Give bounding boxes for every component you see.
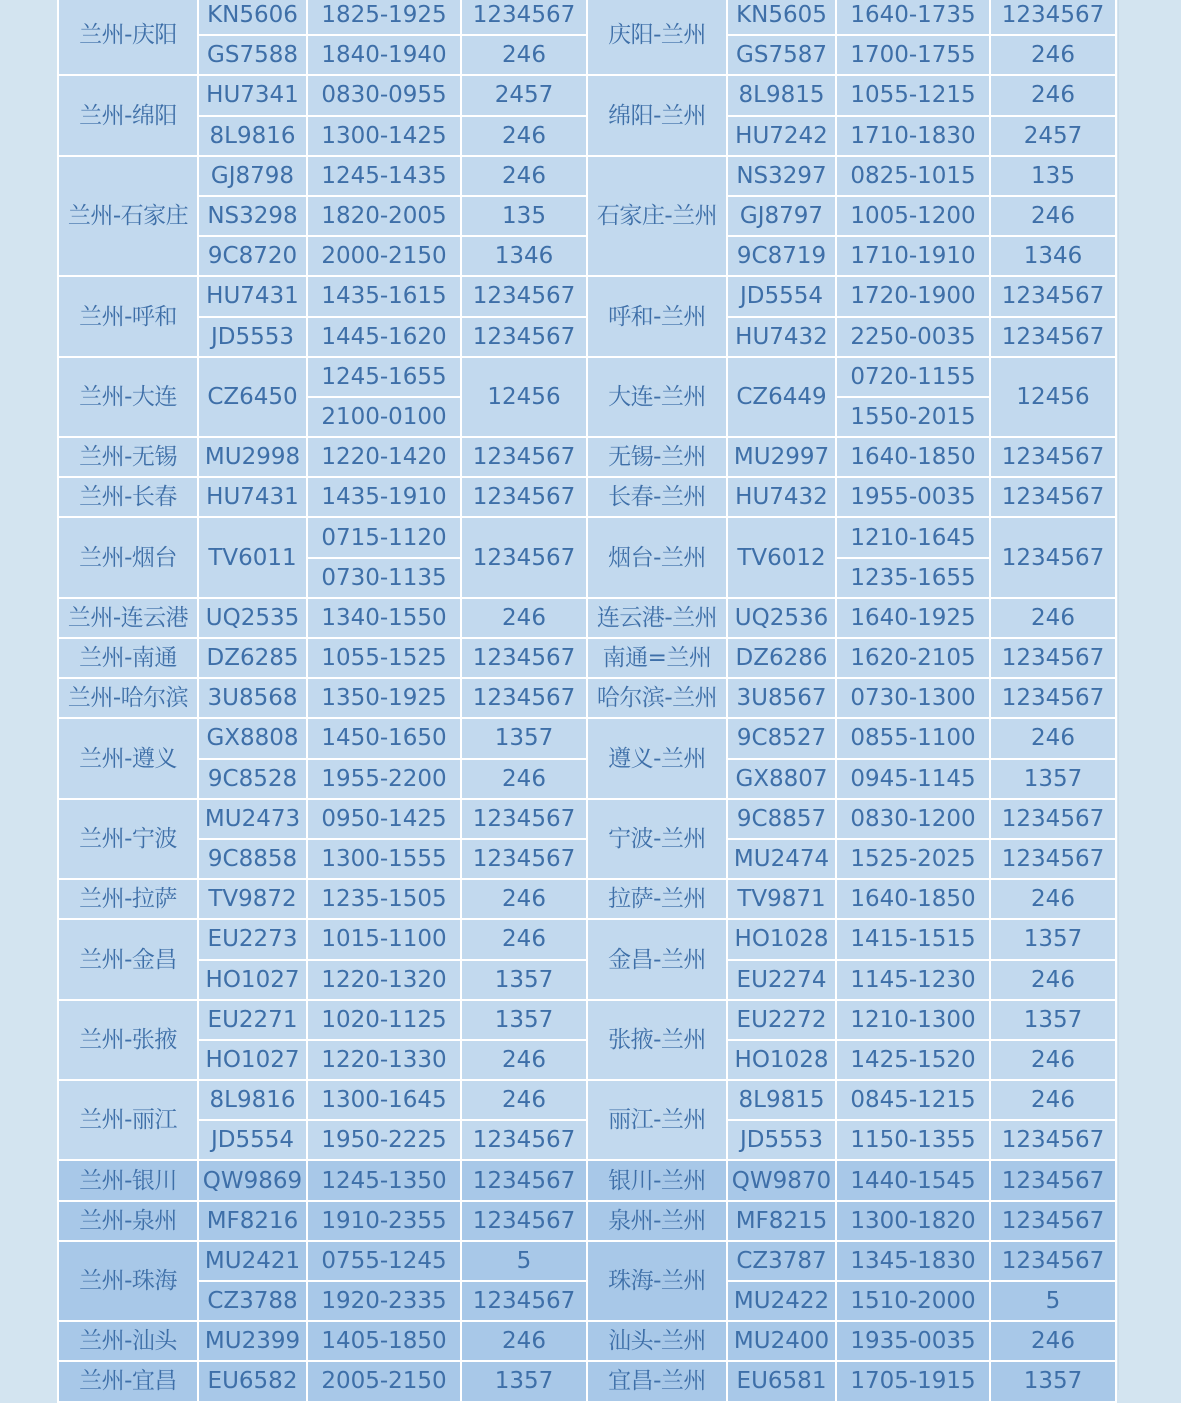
outbound-flight-no-cell: TV9872 (199, 880, 306, 918)
table-row (59, 358, 1115, 396)
return-flight-no-cell: 9C8857 (728, 800, 835, 838)
outbound-route-cell: 兰州-宜昌 (59, 1362, 197, 1400)
outbound-time-cell: 0830-0955 (308, 76, 460, 114)
return-route-cell: 张掖-兰州 (588, 1001, 726, 1079)
return-days-cell: 246 (991, 719, 1115, 757)
return-time-cell: 1720-1900 (837, 277, 989, 315)
table-row (59, 1322, 1115, 1360)
return-flight-no-cell: 3U8567 (728, 679, 835, 717)
outbound-time-cell: 1245-1350 (308, 1161, 460, 1199)
return-route-cell: 无锡-兰州 (588, 438, 726, 476)
table-row (59, 518, 1115, 556)
table-row (59, 1242, 1115, 1280)
return-route-cell: 连云港-兰州 (588, 599, 726, 637)
outbound-days-cell: 1357 (462, 1001, 586, 1039)
return-flight-no-cell: 9C8527 (728, 719, 835, 757)
return-flight-no-cell: MU2400 (728, 1322, 835, 1360)
return-time-cell: 0855-1100 (837, 719, 989, 757)
outbound-days-cell: 1357 (462, 719, 586, 757)
return-time-cell: 1150-1355 (837, 1121, 989, 1159)
return-days-cell: 1234567 (991, 1161, 1115, 1199)
return-time-cell: 0845-1215 (837, 1081, 989, 1119)
outbound-time-cell: 1220-1420 (308, 438, 460, 476)
outbound-time-cell: 1300-1555 (308, 840, 460, 878)
table-row (59, 117, 1115, 155)
table-row (59, 961, 1115, 999)
outbound-flight-no-cell: GX8808 (199, 719, 306, 757)
return-time-cell: 1640-1735 (837, 0, 989, 34)
return-days-cell: 1234567 (991, 438, 1115, 476)
outbound-route-cell: 兰州-连云港 (59, 599, 197, 637)
outbound-flight-no-cell: 9C8528 (199, 760, 306, 798)
return-days-cell: 246 (991, 1041, 1115, 1079)
outbound-days-cell: 1234567 (462, 679, 586, 717)
outbound-time-cell: 1245-1655 (308, 358, 460, 396)
outbound-flight-no-cell: JD5553 (199, 318, 306, 356)
table-row (59, 1161, 1115, 1199)
return-time-cell: 1300-1820 (837, 1202, 989, 1240)
return-route-cell: 呼和-兰州 (588, 277, 726, 355)
outbound-flight-no-cell: 3U8568 (199, 679, 306, 717)
return-time-cell: 0720-1155 (837, 358, 989, 396)
return-flight-no-cell: 8L9815 (728, 76, 835, 114)
return-time-cell: 1935-0035 (837, 1322, 989, 1360)
return-route-cell: 南通=兰州 (588, 639, 726, 677)
return-days-cell: 1234567 (991, 800, 1115, 838)
table-row (59, 197, 1115, 235)
return-days-cell: 246 (991, 599, 1115, 637)
return-flight-no-cell: HO1028 (728, 920, 835, 958)
table-row (59, 76, 1115, 114)
return-route-cell: 泉州-兰州 (588, 1202, 726, 1240)
return-days-cell: 2457 (991, 117, 1115, 155)
return-days-cell: 1234567 (991, 1242, 1115, 1280)
outbound-days-cell: 2457 (462, 76, 586, 114)
outbound-flight-no-cell: 9C8720 (199, 237, 306, 275)
outbound-flight-no-cell: KN5606 (199, 0, 306, 34)
outbound-days-cell: 1346 (462, 237, 586, 275)
table-row (59, 478, 1115, 516)
return-flight-no-cell: KN5605 (728, 0, 835, 34)
return-time-cell: 0945-1145 (837, 760, 989, 798)
return-flight-no-cell: HU7432 (728, 318, 835, 356)
return-flight-no-cell: EU6581 (728, 1362, 835, 1400)
return-flight-no-cell: MF8215 (728, 1202, 835, 1240)
return-days-cell: 1234567 (991, 318, 1115, 356)
outbound-days-cell: 5 (462, 1242, 586, 1280)
return-flight-no-cell: HO1028 (728, 1041, 835, 1079)
return-flight-no-cell: EU2274 (728, 961, 835, 999)
return-time-cell: 2250-0035 (837, 318, 989, 356)
return-days-cell: 1234567 (991, 1202, 1115, 1240)
return-route-cell: 银川-兰州 (588, 1161, 726, 1199)
outbound-days-cell: 246 (462, 880, 586, 918)
outbound-days-cell: 135 (462, 197, 586, 235)
return-time-cell: 1235-1655 (837, 559, 989, 597)
return-time-cell: 1145-1230 (837, 961, 989, 999)
return-flight-no-cell: MU2474 (728, 840, 835, 878)
outbound-route-cell: 兰州-丽江 (59, 1081, 197, 1159)
outbound-time-cell: 1435-1615 (308, 277, 460, 315)
return-flight-no-cell: JD5554 (728, 277, 835, 315)
outbound-time-cell: 1245-1435 (308, 157, 460, 195)
outbound-time-cell: 1300-1645 (308, 1081, 460, 1119)
return-time-cell: 1510-2000 (837, 1282, 989, 1320)
outbound-route-cell: 兰州-宁波 (59, 800, 197, 878)
return-flight-no-cell: TV9871 (728, 880, 835, 918)
table-row (59, 36, 1115, 74)
outbound-time-cell: 1220-1320 (308, 961, 460, 999)
return-route-cell: 遵义-兰州 (588, 719, 726, 797)
outbound-flight-no-cell: HO1027 (199, 1041, 306, 1079)
table-row (59, 599, 1115, 637)
outbound-time-cell: 0755-1245 (308, 1242, 460, 1280)
return-days-cell: 246 (991, 36, 1115, 74)
return-days-cell: 1234567 (991, 1121, 1115, 1159)
outbound-time-cell: 1340-1550 (308, 599, 460, 637)
return-time-cell: 1055-1215 (837, 76, 989, 114)
outbound-flight-no-cell: EU2273 (199, 920, 306, 958)
return-flight-no-cell: GX8807 (728, 760, 835, 798)
outbound-route-cell: 兰州-石家庄 (59, 157, 197, 276)
return-days-cell: 1234567 (991, 478, 1115, 516)
table-row (59, 1121, 1115, 1159)
outbound-flight-no-cell: MU2473 (199, 800, 306, 838)
return-flight-no-cell: 8L9815 (728, 1081, 835, 1119)
table-row (59, 1282, 1115, 1320)
outbound-time-cell: 0730-1135 (308, 559, 460, 597)
outbound-route-cell: 兰州-庆阳 (59, 0, 197, 74)
outbound-route-cell: 兰州-泉州 (59, 1202, 197, 1240)
outbound-route-cell: 兰州-呼和 (59, 277, 197, 355)
outbound-flight-no-cell: GS7588 (199, 36, 306, 74)
table-row (59, 1001, 1115, 1039)
outbound-time-cell: 1825-1925 (308, 0, 460, 34)
return-days-cell: 1234567 (991, 0, 1115, 34)
return-time-cell: 1210-1645 (837, 518, 989, 556)
outbound-route-cell: 兰州-哈尔滨 (59, 679, 197, 717)
outbound-time-cell: 1405-1850 (308, 1322, 460, 1360)
return-flight-no-cell: HU7432 (728, 478, 835, 516)
return-flight-no-cell: HU7242 (728, 117, 835, 155)
return-days-cell: 246 (991, 76, 1115, 114)
outbound-flight-no-cell: MU2399 (199, 1322, 306, 1360)
outbound-days-cell: 1234567 (462, 478, 586, 516)
table-row (59, 1081, 1115, 1119)
outbound-flight-no-cell: HU7341 (199, 76, 306, 114)
return-days-cell: 1357 (991, 760, 1115, 798)
return-flight-no-cell: QW9870 (728, 1161, 835, 1199)
outbound-days-cell: 1234567 (462, 318, 586, 356)
return-route-cell: 庆阳-兰州 (588, 0, 726, 74)
outbound-days-cell: 1234567 (462, 518, 586, 596)
outbound-flight-no-cell: JD5554 (199, 1121, 306, 1159)
return-time-cell: 1710-1830 (837, 117, 989, 155)
outbound-route-cell: 兰州-张掖 (59, 1001, 197, 1079)
return-days-cell: 1234567 (991, 277, 1115, 315)
return-time-cell: 0830-1200 (837, 800, 989, 838)
outbound-flight-no-cell: GJ8798 (199, 157, 306, 195)
outbound-time-cell: 1445-1620 (308, 318, 460, 356)
outbound-days-cell: 1234567 (462, 277, 586, 315)
outbound-flight-no-cell: EU2271 (199, 1001, 306, 1039)
table-row (59, 920, 1115, 958)
return-route-cell: 丽江-兰州 (588, 1081, 726, 1159)
table-row (59, 277, 1115, 315)
return-flight-no-cell: DZ6286 (728, 639, 835, 677)
return-time-cell: 1525-2025 (837, 840, 989, 878)
outbound-days-cell: 1234567 (462, 1121, 586, 1159)
return-route-cell: 烟台-兰州 (588, 518, 726, 596)
outbound-time-cell: 1450-1650 (308, 719, 460, 757)
outbound-flight-no-cell: TV6011 (199, 518, 306, 596)
outbound-flight-no-cell: MF8216 (199, 1202, 306, 1240)
outbound-flight-no-cell: HO1027 (199, 961, 306, 999)
return-time-cell: 1640-1850 (837, 880, 989, 918)
outbound-days-cell: 246 (462, 920, 586, 958)
outbound-days-cell: 1234567 (462, 1202, 586, 1240)
table-row (59, 0, 1115, 34)
outbound-route-cell: 兰州-南通 (59, 639, 197, 677)
table-row (59, 157, 1115, 195)
outbound-days-cell: 1234567 (462, 840, 586, 878)
return-days-cell: 12456 (991, 358, 1115, 436)
outbound-days-cell: 246 (462, 1081, 586, 1119)
return-route-cell: 绵阳-兰州 (588, 76, 726, 154)
outbound-days-cell: 1234567 (462, 1161, 586, 1199)
return-route-cell: 长春-兰州 (588, 478, 726, 516)
outbound-days-cell: 1234567 (462, 0, 586, 34)
return-days-cell: 246 (991, 1081, 1115, 1119)
outbound-flight-no-cell: CZ6450 (199, 358, 306, 436)
return-time-cell: 0730-1300 (837, 679, 989, 717)
table-row (59, 880, 1115, 918)
return-route-cell: 宜昌-兰州 (588, 1362, 726, 1400)
return-flight-no-cell: EU2272 (728, 1001, 835, 1039)
return-route-cell: 珠海-兰州 (588, 1242, 726, 1320)
return-route-cell: 拉萨-兰州 (588, 880, 726, 918)
outbound-route-cell: 兰州-无锡 (59, 438, 197, 476)
outbound-time-cell: 2000-2150 (308, 237, 460, 275)
outbound-flight-no-cell: 8L9816 (199, 1081, 306, 1119)
outbound-days-cell: 246 (462, 1041, 586, 1079)
return-days-cell: 246 (991, 880, 1115, 918)
table-row (59, 438, 1115, 476)
outbound-days-cell: 246 (462, 1322, 586, 1360)
return-flight-no-cell: CZ6449 (728, 358, 835, 436)
return-route-cell: 汕头-兰州 (588, 1322, 726, 1360)
return-days-cell: 1346 (991, 237, 1115, 275)
outbound-flight-no-cell: HU7431 (199, 277, 306, 315)
return-time-cell: 1550-2015 (837, 398, 989, 436)
outbound-days-cell: 1357 (462, 1362, 586, 1400)
outbound-flight-no-cell: MU2421 (199, 1242, 306, 1280)
return-days-cell: 135 (991, 157, 1115, 195)
return-flight-no-cell: MU2997 (728, 438, 835, 476)
return-time-cell: 1345-1830 (837, 1242, 989, 1280)
outbound-flight-no-cell: 9C8858 (199, 840, 306, 878)
outbound-flight-no-cell: EU6582 (199, 1362, 306, 1400)
outbound-days-cell: 1234567 (462, 1282, 586, 1320)
outbound-flight-no-cell: DZ6285 (199, 639, 306, 677)
outbound-days-cell: 246 (462, 117, 586, 155)
outbound-route-cell: 兰州-绵阳 (59, 76, 197, 154)
return-time-cell: 1700-1755 (837, 36, 989, 74)
outbound-time-cell: 1435-1910 (308, 478, 460, 516)
return-flight-no-cell: GJ8797 (728, 197, 835, 235)
return-time-cell: 1710-1910 (837, 237, 989, 275)
outbound-days-cell: 246 (462, 599, 586, 637)
return-time-cell: 1210-1300 (837, 1001, 989, 1039)
return-flight-no-cell: GS7587 (728, 36, 835, 74)
table-row (59, 760, 1115, 798)
table-row (59, 1202, 1115, 1240)
return-route-cell: 大连-兰州 (588, 358, 726, 436)
table-row (59, 840, 1115, 878)
return-days-cell: 246 (991, 1322, 1115, 1360)
outbound-time-cell: 2005-2150 (308, 1362, 460, 1400)
return-days-cell: 1357 (991, 1362, 1115, 1400)
outbound-route-cell: 兰州-遵义 (59, 719, 197, 797)
outbound-route-cell: 兰州-银川 (59, 1161, 197, 1199)
return-time-cell: 1640-1925 (837, 599, 989, 637)
return-days-cell: 5 (991, 1282, 1115, 1320)
return-route-cell: 石家庄-兰州 (588, 157, 726, 276)
return-days-cell: 1357 (991, 1001, 1115, 1039)
return-time-cell: 1005-1200 (837, 197, 989, 235)
outbound-time-cell: 0950-1425 (308, 800, 460, 838)
outbound-days-cell: 246 (462, 760, 586, 798)
return-route-cell: 金昌-兰州 (588, 920, 726, 998)
outbound-days-cell: 1234567 (462, 639, 586, 677)
outbound-time-cell: 1055-1525 (308, 639, 460, 677)
outbound-days-cell: 1234567 (462, 438, 586, 476)
return-time-cell: 1425-1520 (837, 1041, 989, 1079)
return-days-cell: 1234567 (991, 639, 1115, 677)
return-flight-no-cell: NS3297 (728, 157, 835, 195)
outbound-time-cell: 1235-1505 (308, 880, 460, 918)
return-days-cell: 1234567 (991, 518, 1115, 596)
right-page-edge (1118, 0, 1119, 1390)
table-row (59, 1362, 1115, 1400)
return-time-cell: 1415-1515 (837, 920, 989, 958)
outbound-time-cell: 1220-1330 (308, 1041, 460, 1079)
table-row (59, 719, 1115, 757)
return-time-cell: 1955-0035 (837, 478, 989, 516)
table-row (59, 237, 1115, 275)
outbound-route-cell: 兰州-珠海 (59, 1242, 197, 1320)
return-days-cell: 1234567 (991, 840, 1115, 878)
outbound-time-cell: 1300-1425 (308, 117, 460, 155)
outbound-time-cell: 1955-2200 (308, 760, 460, 798)
outbound-days-cell: 246 (462, 157, 586, 195)
outbound-time-cell: 1020-1125 (308, 1001, 460, 1039)
return-flight-no-cell: JD5553 (728, 1121, 835, 1159)
return-days-cell: 246 (991, 197, 1115, 235)
outbound-flight-no-cell: CZ3788 (199, 1282, 306, 1320)
outbound-flight-no-cell: 8L9816 (199, 117, 306, 155)
outbound-flight-no-cell: QW9869 (199, 1161, 306, 1199)
outbound-time-cell: 1015-1100 (308, 920, 460, 958)
outbound-time-cell: 1950-2225 (308, 1121, 460, 1159)
outbound-route-cell: 兰州-汕头 (59, 1322, 197, 1360)
return-route-cell: 宁波-兰州 (588, 800, 726, 878)
outbound-route-cell: 兰州-金昌 (59, 920, 197, 998)
return-flight-no-cell: MU2422 (728, 1282, 835, 1320)
outbound-route-cell: 兰州-大连 (59, 358, 197, 436)
outbound-time-cell: 2100-0100 (308, 398, 460, 436)
outbound-days-cell: 1357 (462, 961, 586, 999)
return-flight-no-cell: TV6012 (728, 518, 835, 596)
flight-schedule-table (57, 0, 1117, 1403)
outbound-time-cell: 1920-2335 (308, 1282, 460, 1320)
return-time-cell: 1440-1545 (837, 1161, 989, 1199)
table-row (59, 639, 1115, 677)
outbound-flight-no-cell: HU7431 (199, 478, 306, 516)
outbound-days-cell: 12456 (462, 358, 586, 436)
return-time-cell: 1640-1850 (837, 438, 989, 476)
table-row (59, 318, 1115, 356)
return-time-cell: 1620-2105 (837, 639, 989, 677)
outbound-time-cell: 1840-1940 (308, 36, 460, 74)
return-time-cell: 0825-1015 (837, 157, 989, 195)
return-flight-no-cell: 9C8719 (728, 237, 835, 275)
return-time-cell: 1705-1915 (837, 1362, 989, 1400)
outbound-time-cell: 0715-1120 (308, 518, 460, 556)
outbound-flight-no-cell: MU2998 (199, 438, 306, 476)
outbound-time-cell: 1820-2005 (308, 197, 460, 235)
table-row (59, 679, 1115, 717)
return-days-cell: 1234567 (991, 679, 1115, 717)
schedule-body (59, 0, 1115, 1401)
table-row (59, 800, 1115, 838)
outbound-flight-no-cell: UQ2535 (199, 599, 306, 637)
return-flight-no-cell: UQ2536 (728, 599, 835, 637)
outbound-days-cell: 1234567 (462, 800, 586, 838)
outbound-time-cell: 1910-2355 (308, 1202, 460, 1240)
outbound-route-cell: 兰州-拉萨 (59, 880, 197, 918)
return-route-cell: 哈尔滨-兰州 (588, 679, 726, 717)
return-flight-no-cell: CZ3787 (728, 1242, 835, 1280)
outbound-route-cell: 兰州-烟台 (59, 518, 197, 596)
outbound-route-cell: 兰州-长春 (59, 478, 197, 516)
outbound-time-cell: 1350-1925 (308, 679, 460, 717)
table-row (59, 1041, 1115, 1079)
return-days-cell: 246 (991, 961, 1115, 999)
outbound-flight-no-cell: NS3298 (199, 197, 306, 235)
return-days-cell: 1357 (991, 920, 1115, 958)
outbound-days-cell: 246 (462, 36, 586, 74)
